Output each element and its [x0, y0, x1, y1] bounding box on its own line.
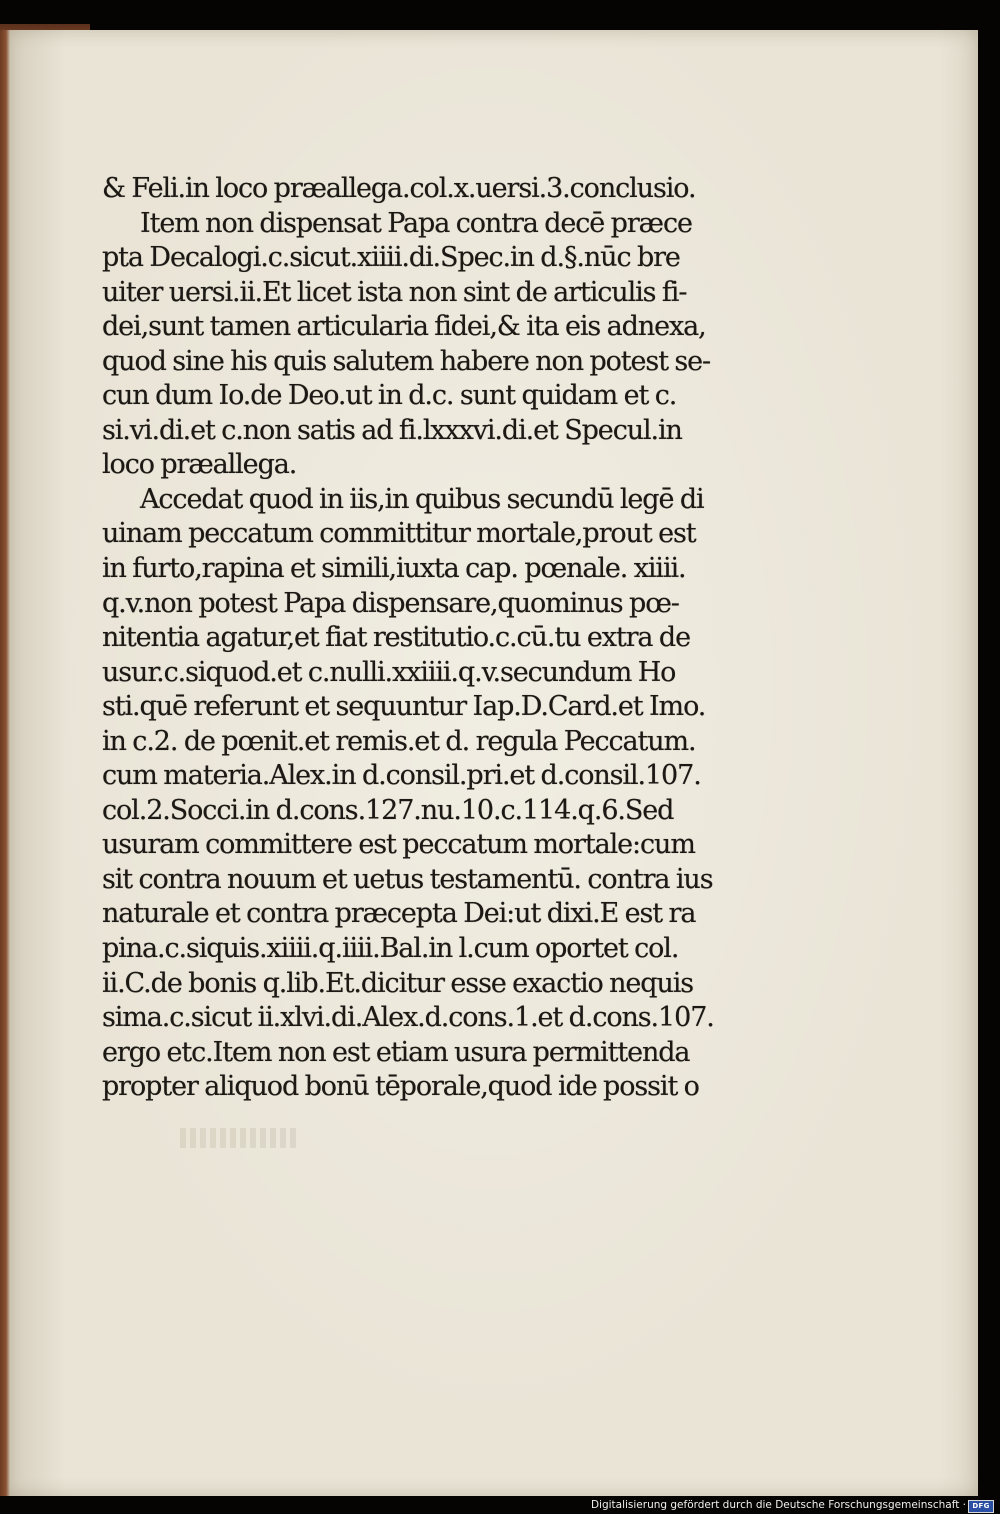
text-line: pta Decalogi.c.sicut.xiiii.di.Spec.in d.§.nūc bre	[102, 242, 680, 274]
text-line: & Feli.in loco præallega.col.x.uersi.3.conclusio.	[102, 173, 696, 204]
text-line: naturale et contra præcepta Dei:ut dixi.E est ra	[102, 898, 696, 930]
text-line: quod sine his quis salutem habere non potest se-	[102, 345, 711, 377]
text-line: si.vi.di.et c.non satis ad fi.lxxxvi.di.et Specul.in	[102, 414, 682, 446]
binding-edge	[0, 30, 10, 1496]
text-line: uinam peccatum committitur mortale,prout est	[102, 518, 696, 550]
text-line: in furto,rapina et simili,iuxta cap. pœnale. xiiii.	[102, 553, 686, 585]
text-line: nitentia agatur,et fiat restitutio.c.cū.tu extra de	[102, 622, 690, 654]
text-line: usuram committere est peccatum mortale:cum	[102, 829, 695, 861]
digitization-credit: Digitalisierung gefördert durch die Deutsche Forschungsgemeinschaft ·	[590, 1499, 966, 1511]
text-line: sima.c.sicut ii.xlvi.di.Alex.d.cons.1.et d.cons.107.	[102, 1002, 714, 1034]
text-line: Accedat quod in iis,in quibus secundū legē di	[140, 483, 704, 515]
text-line: ii.C.de bonis q.lib.Et.dicitur esse exactio nequis	[102, 967, 694, 999]
text-line: loco præallega.	[102, 449, 297, 481]
text-line: q.v.non potest Papa dispensare,quominus pœ-	[102, 587, 679, 619]
text-line: sit contra nouum et uetus testamentū. contra ius	[102, 863, 713, 895]
dfg-logo: DFG	[968, 1500, 994, 1513]
page-text-block	[102, 172, 714, 1105]
text-line: sti.quē referunt et sequuntur Iap.D.Card.et Imo.	[102, 691, 706, 723]
text-line: col.2.Socci.in d.cons.127.nu.10.c.114.q.6.Sed	[102, 794, 674, 826]
text-line: uiter uersi.ii.Et licet ista non sint de articulis fi-	[102, 276, 687, 308]
text-line: in c.2. de pœnit.et remis.et d. regula Peccatum.	[102, 725, 696, 757]
text-line: ergo etc.Item non est etiam usura permittenda	[102, 1036, 690, 1068]
text-line: Item non dispensat Papa contra decē præce	[140, 207, 692, 239]
show-through-text	[180, 1128, 300, 1148]
text-line: cum materia.Alex.in d.consil.pri.et d.consil.107.	[102, 760, 701, 792]
text-line: cun dum Io.de Deo.ut in d.c. sunt quidam et c.	[102, 380, 677, 412]
text-line: pina.c.siquis.xiiii.q.iiii.Bal.in l.cum oportet col.	[102, 933, 679, 965]
text-line: dei,sunt tamen articularia fidei,& ita eis adnexa,	[102, 311, 706, 343]
text-line: propter aliquod bonū tēporale,quod ide possit o	[102, 1071, 699, 1103]
text-line: usur.c.siquod.et c.nulli.xxiiii.q.v.secundum Ho	[102, 656, 676, 688]
